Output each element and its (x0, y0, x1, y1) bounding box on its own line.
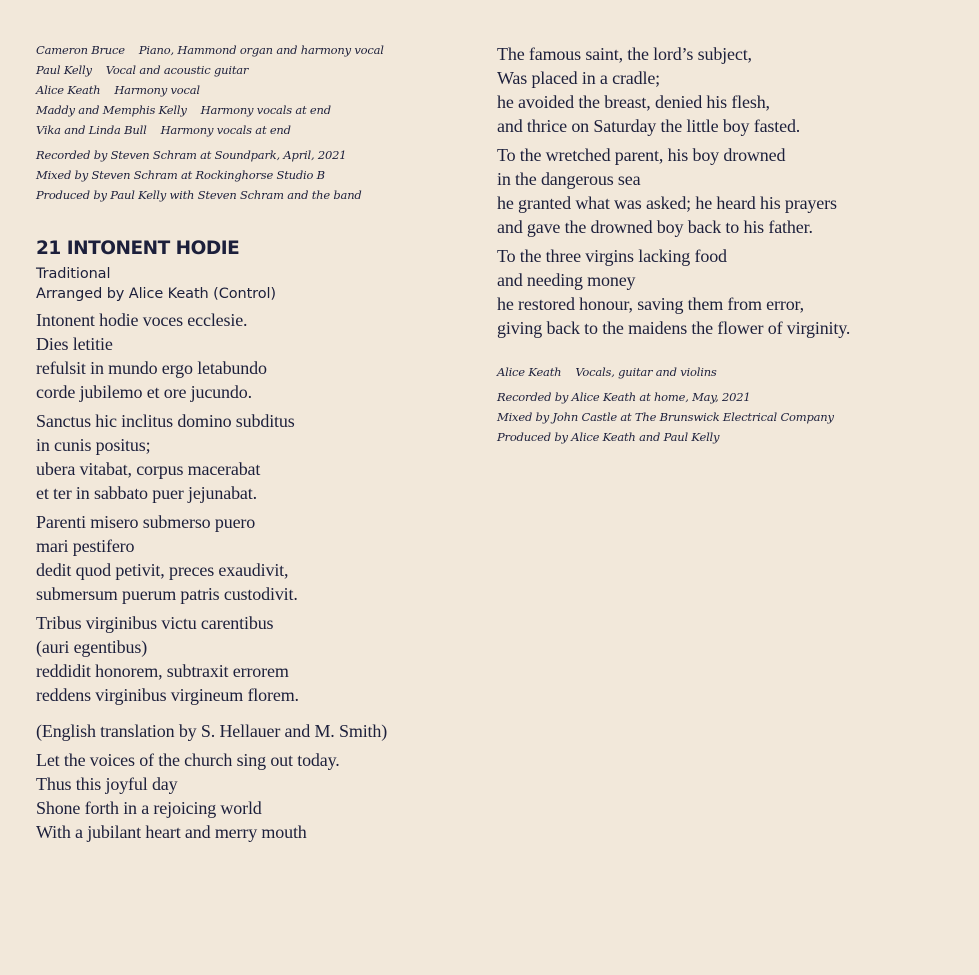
lyric-stanza (36, 510, 476, 606)
lyric-stanza (36, 748, 476, 844)
credit-line (36, 120, 476, 140)
lyric-line: The famous saint, the lord’s subject, (497, 44, 752, 64)
credit-role: Harmony vocal (114, 83, 200, 97)
track-arranger: Arranged by Alice Keath (Control) (36, 286, 276, 302)
lyric-line: refulsit in mundo ergo letabundo (36, 358, 267, 378)
lyric-line: Intonent hodie voces ecclesie. (36, 310, 248, 330)
production-line: Produced by Paul Kelly with Steven Schram and the band (36, 188, 362, 202)
track-writer: Traditional (36, 266, 111, 282)
lyric-line: To the three virgins lacking food (497, 246, 727, 266)
lyric-line: and thrice on Saturday the little boy fasted. (497, 116, 801, 136)
track-header (36, 237, 476, 304)
translation-note: (English translation by S. Hellauer and M. Smith) (36, 721, 388, 741)
english-lyrics (497, 42, 957, 340)
credit-line (36, 60, 476, 80)
lyric-line: Sanctus hic inclitus domino subditus (36, 411, 295, 431)
lyric-line: Let the voices of the church sing out today. (36, 750, 340, 770)
production-line: Produced by Alice Keath and Paul Kelly (497, 430, 720, 444)
latin-lyrics (36, 308, 476, 844)
lyric-line: Parenti misero submerso puero (36, 512, 256, 532)
track-title (36, 237, 476, 261)
lyric-line: reddens virginibus virgineum florem. (36, 685, 299, 705)
credit-role: Piano, Hammond organ and harmony vocal (138, 43, 384, 57)
lyric-stanza (36, 308, 476, 404)
lyric-line: giving back to the maidens the flower of virginity. (497, 318, 851, 338)
production-line: Mixed by John Castle at The Brunswick Electrical Company (497, 410, 834, 424)
previous-track-credits (36, 40, 476, 205)
credit-name: Maddy and Memphis Kelly (36, 103, 187, 117)
credit-name: Alice Keath (497, 365, 562, 379)
lyric-line: he restored honour, saving them from error, (497, 294, 805, 314)
credit-role: Harmony vocals at end (200, 103, 331, 117)
lyric-line: dedit quod petivit, preces exaudivit, (36, 560, 289, 580)
credit-line (36, 40, 476, 60)
production-line: Recorded by Steven Schram at Soundpark, April, 2021 (36, 148, 347, 162)
lyric-line: Dies letitie (36, 334, 113, 354)
credit-role: Vocal and acoustic guitar (105, 63, 249, 77)
lyric-line: corde jubilemo et ore jucundo. (36, 382, 252, 402)
lyric-line: and gave the drowned boy back to his father. (497, 217, 813, 237)
credit-line (36, 100, 476, 120)
credit-name: Alice Keath (36, 83, 101, 97)
lyric-line: mari pestifero (36, 536, 135, 556)
right-column (497, 0, 957, 447)
lyric-stanza (497, 143, 957, 239)
lyric-line: Was placed in a cradle; (497, 68, 661, 88)
lyric-stanza (36, 611, 476, 707)
lyric-line: submersum puerum patris custodivit. (36, 584, 298, 604)
track-credits (497, 362, 957, 447)
lyric-line: and needing money (497, 270, 636, 290)
lyric-line: reddidit honorem, subtraxit errorem (36, 661, 289, 681)
lyric-line: Shone forth in a rejoicing world (36, 798, 262, 818)
lyric-line: he granted what was asked; he heard his prayers (497, 193, 837, 213)
lyric-line: With a jubilant heart and merry mouth (36, 822, 307, 842)
lyric-line: et ter in sabbato puer jejunabat. (36, 483, 257, 503)
production-line: Mixed by Steven Schram at Rockinghorse Studio B (36, 168, 325, 182)
lyric-line: To the wretched parent, his boy drowned (497, 145, 786, 165)
credit-name: Vika and Linda Bull (36, 123, 147, 137)
credit-line (497, 362, 957, 382)
lyric-stanza (36, 409, 476, 505)
lyric-line: Tribus virginibus victu carentibus (36, 613, 274, 633)
translation-note-block (36, 719, 476, 743)
track-number: 21 (36, 238, 61, 259)
lyric-stanza (497, 244, 957, 340)
lyric-line: Thus this joyful day (36, 774, 178, 794)
credit-line (36, 80, 476, 100)
lyric-line: (auri egentibus) (36, 637, 148, 657)
credit-name: Cameron Bruce (36, 43, 125, 57)
credit-name: Paul Kelly (36, 63, 92, 77)
production-line: Recorded by Alice Keath at home, May, 2021 (497, 390, 751, 404)
lyric-line: ubera vitabat, corpus macerabat (36, 459, 261, 479)
lyric-stanza (497, 42, 957, 138)
lyric-line: in the dangerous sea (497, 169, 641, 189)
track-name: INTONENT HODIE (66, 238, 240, 259)
left-column (36, 0, 476, 849)
lyric-line: in cunis positus; (36, 435, 151, 455)
lyric-line: he avoided the breast, denied his flesh, (497, 92, 770, 112)
credit-role: Harmony vocals at end (160, 123, 291, 137)
credit-role: Vocals, guitar and violins (575, 365, 717, 379)
